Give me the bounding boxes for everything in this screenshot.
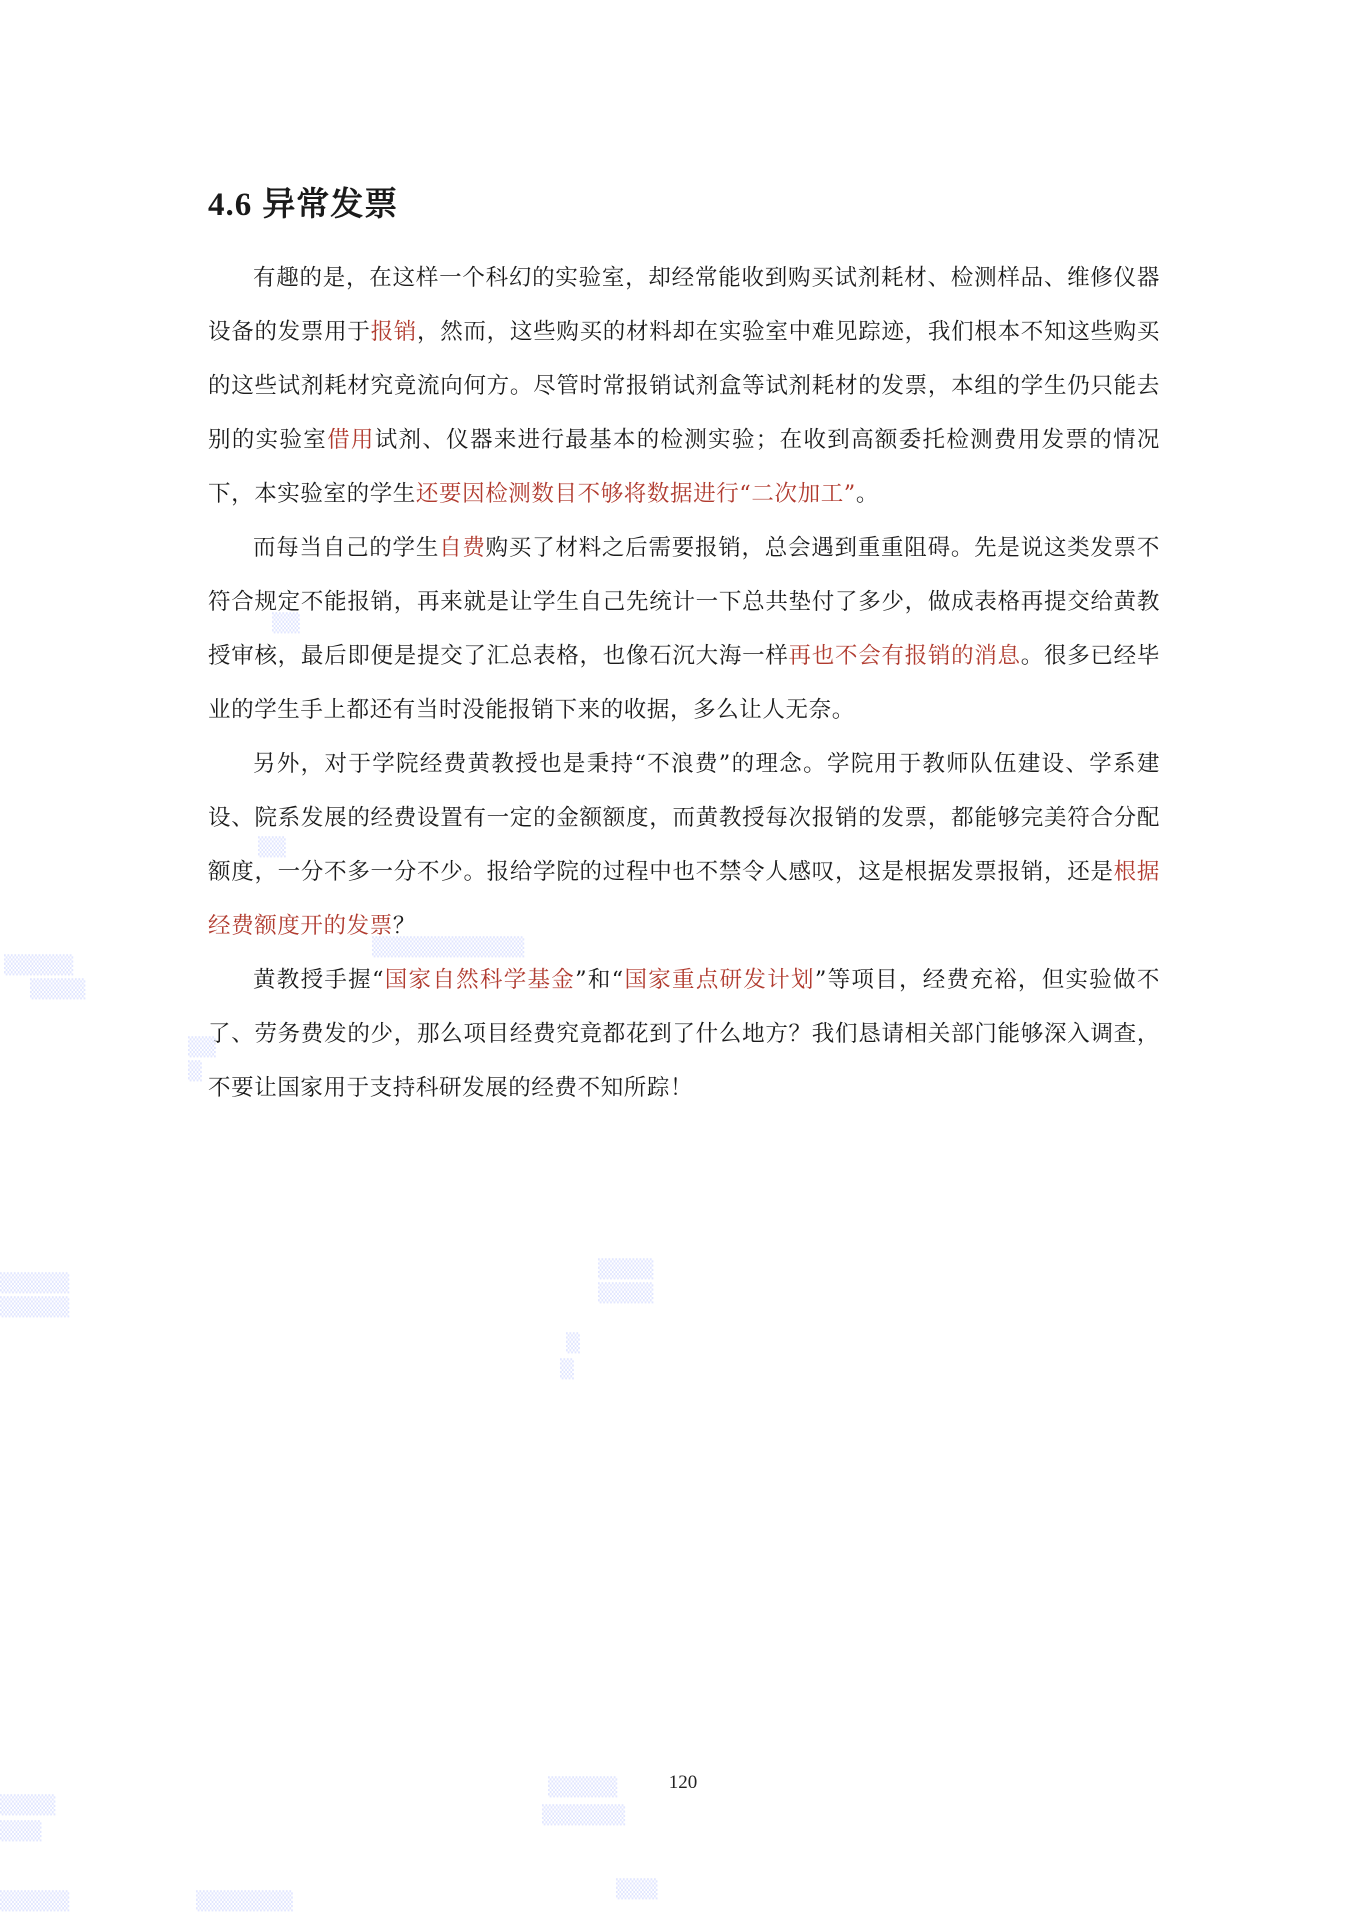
main-content xyxy=(208,178,1160,1115)
text-run: 黄教授手握“ xyxy=(253,967,385,993)
watermark-mark: ▒▒▒▒ xyxy=(0,1795,56,1816)
text-run: ”和“ xyxy=(575,967,624,993)
watermark-mark: ▒▒▒▒▒ xyxy=(4,955,74,976)
watermark-mark: ▒▒▒ xyxy=(616,1879,658,1900)
highlighted-text: 根据经费额度开的发票 xyxy=(208,859,1160,939)
watermark-mark: ▒▒▒▒▒▒▒▒▒▒▒ xyxy=(372,937,525,958)
watermark-mark: ▒▒▒▒▒ xyxy=(0,1891,70,1912)
watermark-mark: ▒▒▒▒ xyxy=(30,979,86,1000)
text-run: ？ xyxy=(392,913,416,939)
watermark-mark: ▒ xyxy=(566,1333,580,1354)
text-run: ”等项目，经费充裕，但实验做不了、劳务费发的少，那么项目经费究竟都花到了什么地方？我们恳请相关部门能够深入调查，不要让国家用于支持科研发展的经费不知所踪！ xyxy=(208,967,1160,1101)
text-run: 试剂、仪器来进行最基本的检测实验；在收到高额委托检测费用发票的情况下，本实验室的学生 xyxy=(208,427,1160,507)
highlighted-text: 国家自然科学基金 xyxy=(384,967,576,993)
highlighted-text: 还要因检测数目不够将数据进行“二次加工” xyxy=(415,481,856,507)
text-run: 购买了材料之后需要报销，总会遇到重重阻碍。先是说这类发票不符合规定不能报销，再来就是让学生自己先统计一下总共垫付了多少，做成表格再提交给黄教授审核，最后即便是提交了汇总表格，也像石沉大海一样 xyxy=(208,535,1161,669)
text-run: ，然而，这些购买的材料却在实验室中难见踪迹，我们根本不知这些购买的这些试剂耗材究竟流向何方。尽管时常报销试剂盒等试剂耗材的发票，本组的学生仍只能去别的实验室 xyxy=(208,319,1161,453)
highlighted-text: 借用 xyxy=(327,427,375,453)
watermark-mark: ▒▒▒▒▒ xyxy=(0,1297,70,1318)
text-run: 而每当自己的学生 xyxy=(253,535,440,561)
watermark-mark: ▒▒▒▒▒ xyxy=(548,1777,618,1798)
watermark-mark: ▒▒ xyxy=(258,837,286,858)
watermark-mark: ▒▒▒▒▒▒ xyxy=(542,1805,626,1826)
section-number: 4.6 xyxy=(208,187,253,223)
text-run: 另外，对于学院经费黄教授也是秉持“不浪费”的理念。学院用于教师队伍建设、学系建设、院系发展的经费设置有一定的金额额度，而黄教授每次报销的发票，都能够完美符合分配额度，一分不多一分不少。报给学院的过程中也不禁令人感叹，这是根据发票报销，还是 xyxy=(208,751,1160,885)
paragraph xyxy=(208,953,1160,1115)
watermark-mark: ▒▒▒▒▒▒▒ xyxy=(196,1891,293,1912)
highlighted-text: 再也不会有报销的消息 xyxy=(788,643,1021,669)
paragraph xyxy=(208,521,1160,737)
section-heading xyxy=(208,178,1160,231)
text-run: 。 xyxy=(855,481,880,507)
highlighted-text: 报销 xyxy=(370,319,418,345)
watermark-mark: ▒▒ xyxy=(272,613,300,634)
watermark-mark: ▒▒▒ xyxy=(0,1821,42,1842)
page-number: 120 xyxy=(668,1772,698,1793)
text-run: 有趣的是，在这样一个科幻的实验室，却经常能收到购买试剂耗材、检测样品、维修仪器设备的发票用于 xyxy=(208,265,1160,345)
paragraph xyxy=(208,737,1160,953)
highlighted-text: 国家重点研发计划 xyxy=(623,967,815,993)
watermark-mark: ▒▒▒▒▒ xyxy=(0,1273,70,1294)
watermark-mark: ▒▒▒▒ xyxy=(598,1259,654,1280)
watermark-mark: ▒ xyxy=(188,1061,202,1082)
watermark-mark: ▒ xyxy=(560,1359,574,1380)
section-title: 异常发票 xyxy=(262,184,399,223)
watermark-mark: ▒▒▒▒ xyxy=(598,1283,654,1304)
paragraph xyxy=(208,251,1160,521)
text-run: 。很多已经毕业的学生手上都还有当时没能报销下来的收据，多么让人无奈。 xyxy=(208,643,1160,723)
watermark-mark: ▒▒ xyxy=(188,1037,216,1058)
highlighted-text: 自费 xyxy=(439,535,486,561)
